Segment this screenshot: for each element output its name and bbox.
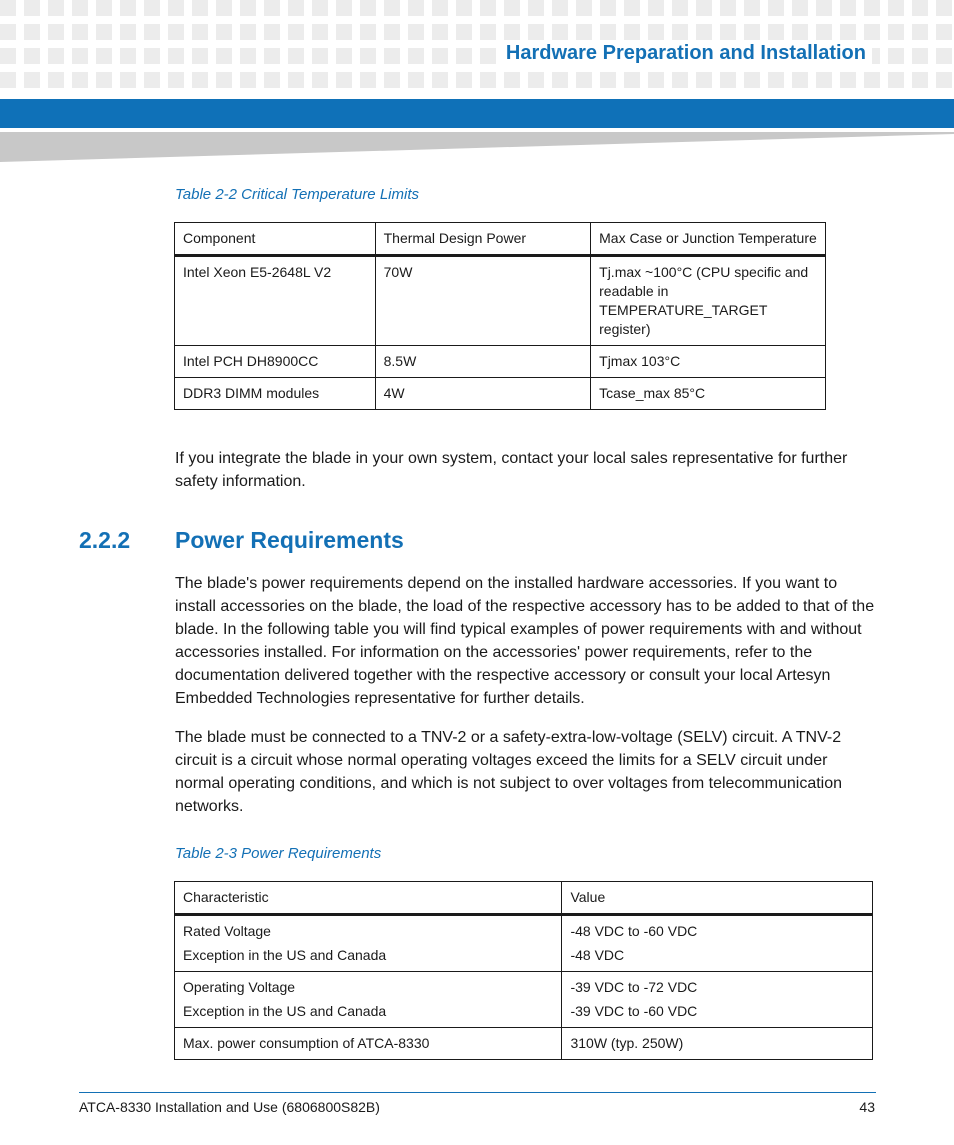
cell-line: Rated Voltage [183, 923, 271, 939]
table-cell: Tj.max ~100°C (CPU specific and readable in TEMPERATURE_TARGET register) [591, 256, 826, 346]
table-cell: Tjmax 103°C [591, 346, 826, 378]
section-number: 2.2.2 [79, 527, 131, 553]
footer-document-title: ATCA-8330 Installation and Use (6806800S82B) [79, 1099, 380, 1115]
table-cell: 70W [375, 256, 591, 346]
table-2-3-caption: Table 2-3 Power Requirements [175, 845, 382, 862]
table-header-row [175, 223, 826, 256]
table-cell: Intel Xeon E5-2648L V2 [175, 256, 376, 346]
table-row [175, 378, 826, 410]
table-cell: DDR3 DIMM modules [175, 378, 376, 410]
table-cell [175, 972, 562, 1028]
column-header: Characteristic [175, 882, 562, 915]
cell-line: Operating Voltage [183, 979, 296, 995]
table-cell: 4W [375, 378, 591, 410]
section-title: Power Requirements [175, 527, 404, 553]
table-row [175, 256, 826, 346]
table-cell: 8.5W [375, 346, 591, 378]
table-row [175, 1028, 873, 1060]
cell-line: Exception in the US and Canada [183, 947, 387, 963]
table-2-2-caption: Table 2-2 Critical Temperature Limits [175, 186, 419, 203]
cell-line: Max. power consumption of ATCA-8330 [183, 1035, 430, 1051]
cell-line: 310W (typ. 250W) [570, 1035, 684, 1051]
table-cell [562, 972, 873, 1028]
power-requirements-table [174, 881, 873, 1060]
table-cell: Tcase_max 85°C [591, 378, 826, 410]
table-row [175, 972, 873, 1028]
page-number: 43 [859, 1099, 875, 1115]
table-cell [175, 915, 562, 972]
column-header: Value [562, 882, 873, 915]
header-swoosh [0, 128, 954, 164]
table-cell: Intel PCH DH8900CC [175, 346, 376, 378]
column-header: Thermal Design Power [375, 223, 591, 256]
cell-line: -48 VDC to -60 VDC [570, 923, 698, 939]
table-cell [562, 915, 873, 972]
header-bar [0, 99, 954, 128]
power-paragraph-2: The blade must be connected to a TNV-2 or a safety-extra-low-voltage (SELV) circuit. A TNV-2 circuit is a circuit whose normal operating voltages exceed the limits for a SELV circuit under normal operating conditions, and which is not subject to over voltages from telecommunication networks. [175, 729, 843, 815]
cell-line: -48 VDC [570, 947, 625, 963]
cell-line: -39 VDC to -60 VDC [570, 1003, 698, 1019]
safety-paragraph: If you integrate the blade in your own system, contact your local sales representative for further safety information. [175, 450, 848, 490]
table-header-row [175, 882, 873, 915]
table-cell [562, 1028, 873, 1060]
cell-line: Exception in the US and Canada [183, 1003, 387, 1019]
power-paragraph-1: The blade's power requirements depend on the installed hardware accessories. If you want to install accessories on the blade, the load of the respective accessory has to be added to that of the blade. In the following table you will find typical examples of power requirements with and without accessories installed. For information on the accessories' power requirements, refer to the documentation delivered together with the respective accessory or consult your local Artesyn Embedded Technologies representative for further details. [175, 575, 875, 707]
table-row [175, 346, 826, 378]
column-header: Max Case or Junction Temperature [591, 223, 826, 256]
table-row [175, 915, 873, 972]
critical-temperature-table [174, 222, 826, 410]
cell-line: -39 VDC to -72 VDC [570, 979, 698, 995]
table-cell [175, 1028, 562, 1060]
chapter-title: Hardware Preparation and Installation [500, 42, 872, 67]
footer-rule [79, 1092, 876, 1093]
column-header: Component [175, 223, 376, 256]
